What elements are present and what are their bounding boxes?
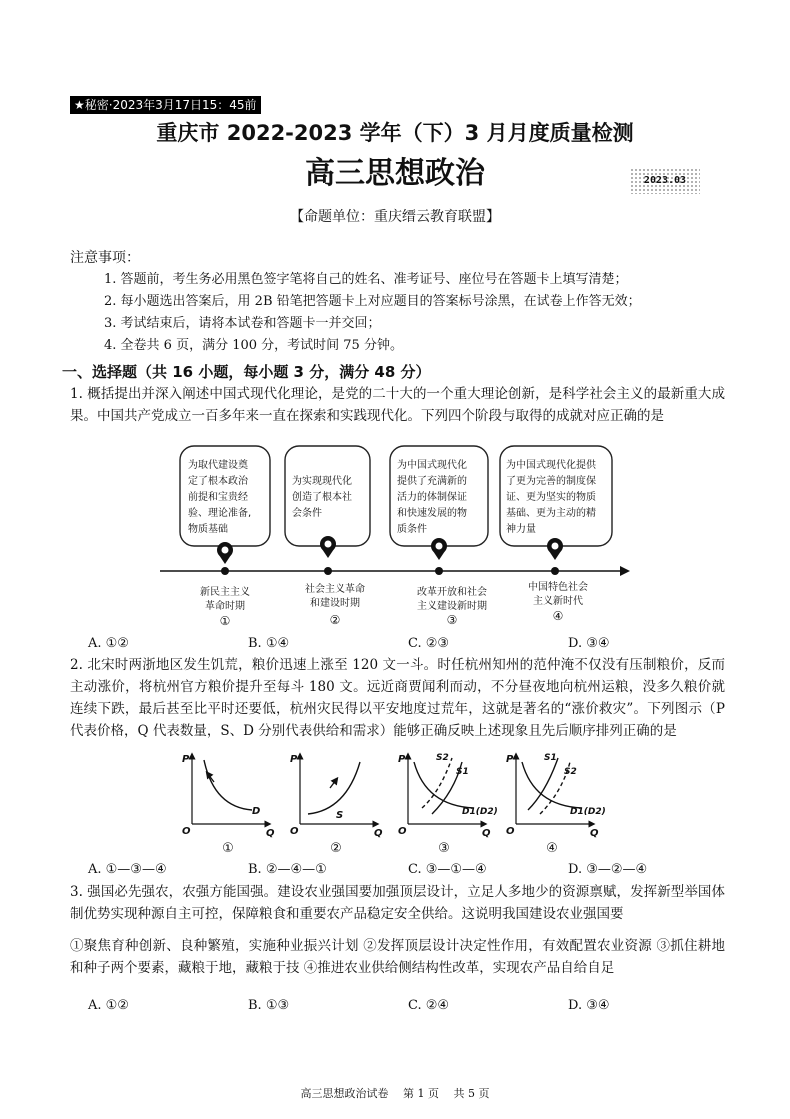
q1-box4-line: 了更为完善的制度保 [506,476,596,487]
q1-stage-num: ④ [552,609,564,623]
confidential-banner: ★秘密·2023年3月17日15：45前 [70,96,261,114]
option-b[interactable]: B. ②—④—① [248,862,327,877]
author-unit: 【命题单位：重庆缙云教育联盟】 [290,209,500,225]
axis-label-p: P [290,754,298,765]
curve-label: S [336,810,344,821]
q1-stage-num: ① [219,614,231,628]
code-stamp: 2023.03 [630,168,700,194]
axis-label-q: Q [590,828,599,839]
q1-box1-line: 验、理论准备, [188,508,252,519]
location-pin-icon [320,536,336,558]
demand-curve [204,760,252,810]
question-3-choices: ①聚焦育种创新、良种繁殖，实施种业振兴计划 ②发挥顶层设计决定性作用，有效配置农业资源 ③抓住耕地和种子两个要素，藏粮于地，藏粮于技 ④推进农业供给侧结构性改革，实现农产品自给自足 [70,938,725,976]
arrow-right-icon [620,566,630,576]
q2-options [88,862,728,877]
q1-box4-line: 基础、更为主动的精 [506,508,596,519]
page-footer: 高三思想政治试卷 第 1 页 共 5 页 [300,1087,490,1100]
notice-item: 1. 答题前，考生务必用黑色签字笔将自己的姓名、准考证号、座位号在答题卡上填写清楚； [104,272,628,287]
graph-number: ② [330,841,342,856]
option-d[interactable]: D. ③—②—④ [568,862,648,877]
q3-options [88,998,728,1013]
curve-label: D1(D2) [462,807,498,817]
q1-stage-num: ② [329,613,341,627]
option-a[interactable]: A. ①② [88,998,129,1013]
axis-label-o: O [398,826,407,837]
q1-box1-line: 前提和宝贵经 [188,492,248,503]
option-c[interactable]: C. ②③ [408,636,450,651]
graph-number: ① [222,841,234,856]
q1-stage-label: 改革开放和社会 [417,587,487,598]
axis-label-q: Q [266,828,275,839]
q2-supply-demand-graphs [170,752,620,857]
q1-box3-line: 提供了充满新的 [397,476,467,487]
section-heading: 一、选择题（共 16 小题，每小题 3 分，满分 48 分） [62,363,431,381]
curve-label: D [252,806,261,817]
subject-title: 高三思想政治 [305,156,485,191]
q1-box3-line: 为中国式现代化 [397,460,467,471]
exam-title: 重庆市 2022-2023 学年（下）3 月月度质量检测 [156,121,634,145]
q1-options [88,636,728,651]
q1-box1-line: 定了根本政治 [188,476,248,487]
axis-label-p: P [398,754,406,765]
q1-box3-line: 质条件 [397,524,427,535]
option-a[interactable]: A. ①—③—④ [88,862,167,877]
option-a[interactable]: A. ①② [88,636,129,651]
q1-box2-line: 为实现现代化 [292,476,352,487]
supply-curve [308,762,360,814]
axis-label-o: O [290,826,299,837]
curve-label: D1(D2) [570,807,606,817]
q1-stage-label: 新民主主义 [200,587,250,598]
axis-label-o: O [506,826,515,837]
q1-box4-line: 证、更为坚实的物质 [506,492,596,503]
axis-label-p: P [182,754,190,765]
option-b[interactable]: B. ①④ [248,636,290,651]
graph-number: ③ [438,841,450,856]
curve-label: S1 [544,753,557,763]
q1-stage-label: 革命时期 [205,601,245,612]
option-c[interactable]: C. ②④ [408,998,450,1013]
q1-box1-line: 物质基础 [188,524,228,535]
axis-label-p: P [506,754,514,765]
notice-heading: 注意事项： [70,250,140,266]
option-d[interactable]: D. ③④ [568,636,610,651]
notice-item: 2. 每小题选出答案后，用 2B 铅笔把答题卡上对应题目的答案标号涂黑，在试卷上作答无效； [104,294,641,309]
q1-stage-label: 中国特色社会 [528,582,588,593]
axis-label-q: Q [482,828,491,839]
question-2-stem: 2. 北宋时两浙地区发生饥荒，粮价迅速上涨至 120 文一斗。时任杭州知州的范仲淹不仅没有压制粮价，反而主动涨价，将杭州官方粮价提升至每斗 180 文。远近商贾闻利而动，不分昼夜地向杭州运粮，没多久粮价就连续下跌，最后甚至比平时还要低，杭州灾民得以平安地度过荒年，这就是著名的“涨价救灾”。下列图示（P 代表价格，Q 代表数量，S、D 分别代表供给和需求）能够正确反映上述现象且先后顺序排列正确的是 [70,657,725,739]
q1-stage-num: ③ [446,613,458,627]
curve-label: S2 [564,767,577,777]
location-pin-icon [547,538,563,560]
q1-stage-label: 和建设时期 [310,598,360,609]
question-1-stem: 1. 概括提出并深入阐述中国式现代化理论，是党的二十大的一个重大理论创新，是科学社会主义的最新重大成果。中国共产党成立一百多年来一直在探索和实践现代化。下列四个阶段与取得的成就对应正确的是 [70,386,725,424]
q1-timeline-diagram [150,440,640,640]
q1-stage-label: 社会主义革命 [305,584,365,595]
location-pin-icon [431,538,447,560]
q1-box4-line: 为中国式现代化提供 [506,460,596,471]
axis-label-o: O [182,826,191,837]
notice-item: 4. 全卷共 6 页，满分 100 分，考试时间 75 分钟。 [104,338,403,353]
notice-item: 3. 考试结束后，请将本试卷和答题卡一并交回； [104,316,381,331]
q1-box4-line: 神力量 [506,524,536,535]
q1-box3-line: 活力的体制保证 [397,492,467,503]
q1-stage-label: 主义建设新时期 [417,601,487,612]
q1-stage-label: 主义新时代 [533,596,583,607]
q1-box3-line: 和快速发展的物 [397,508,467,519]
question-3-stem: 3. 强国必先强农，农强方能国强。建设农业强国要加强顶层设计，立足人多地少的资源禀赋，发挥新型举国体制优势实现种源自主可控，保障粮食和重要农产品稳定安全供给。这说明我国建设农业强国要 [70,884,725,922]
curve-label: S2 [436,753,449,763]
curve-label: S1 [456,767,469,777]
option-b[interactable]: B. ①③ [248,998,290,1013]
axis-label-q: Q [374,828,383,839]
q1-box1-line: 为取代建设奠 [188,460,248,471]
option-d[interactable]: D. ③④ [568,998,610,1013]
graph-number: ④ [546,841,558,856]
option-c[interactable]: C. ③—①—④ [408,862,487,877]
q1-box2-line: 创造了根本社 [292,492,352,503]
q1-box2-line: 会条件 [292,508,322,519]
location-pin-icon [217,542,233,564]
